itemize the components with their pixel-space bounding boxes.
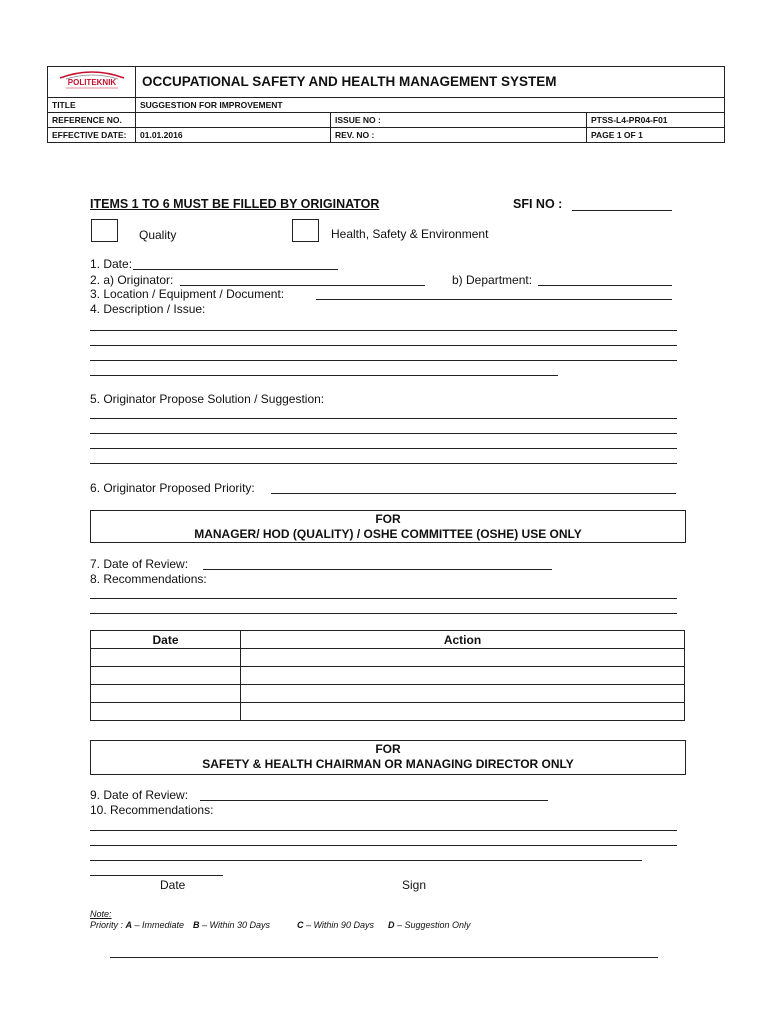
item-9-date-review-label: 9. Date of Review: [90, 788, 189, 802]
effective-date-label: EFFECTIVE DATE: [48, 128, 136, 143]
page-number: PAGE 1 OF 1 [587, 128, 725, 143]
manager-banner-title: MANAGER/ HOD (QUALITY) / OSHE COMMITTEE (OSHE) USE ONLY [194, 527, 582, 541]
solution-line[interactable] [90, 433, 677, 434]
hse-label: Health, Safety & Environment [331, 227, 489, 241]
action-cell[interactable] [241, 703, 685, 721]
manager-banner-for: FOR [375, 512, 401, 526]
description-line[interactable] [90, 360, 677, 361]
date-column-header: Date [91, 631, 241, 649]
note-title: Note: [90, 909, 112, 919]
location-input-line[interactable] [316, 299, 672, 300]
system-title: OCCUPATIONAL SAFETY AND HEALTH MANAGEMENT SYSTEM [136, 67, 725, 98]
action-cell[interactable] [241, 685, 685, 703]
date-cell[interactable] [91, 703, 241, 721]
originator-heading: ITEMS 1 TO 6 MUST BE FILLED BY ORIGINATOR [90, 197, 380, 211]
quality-label: Quality [139, 228, 177, 242]
chairman-recommendation-line[interactable] [90, 830, 677, 831]
manager-use-banner [90, 510, 686, 543]
solution-line[interactable] [90, 418, 677, 419]
item-3-location-label: 3. Location / Equipment / Document: [90, 287, 285, 301]
solution-line[interactable] [90, 448, 677, 449]
action-table [90, 630, 685, 721]
action-column-header: Action [241, 631, 685, 649]
item-8-recommendations-label: 8. Recommendations: [90, 572, 207, 586]
description-line[interactable] [90, 345, 677, 346]
item-6-priority-label: 6. Originator Proposed Priority: [90, 481, 255, 495]
chairman-banner-for: FOR [375, 742, 401, 756]
priority-c-text: – Within 90 Days [303, 920, 374, 930]
item-5-solution-label: 5. Originator Propose Solution / Suggestion: [90, 392, 325, 406]
priority-input-line[interactable] [271, 493, 676, 494]
action-cell[interactable] [241, 649, 685, 667]
document-header [47, 66, 725, 143]
reference-value [136, 113, 331, 128]
issue-no-label: ISSUE NO : [331, 113, 587, 128]
department-input-line[interactable] [538, 285, 672, 286]
item-2a-originator-label: 2. a) Originator: [90, 273, 174, 287]
priority-d-code: D [387, 920, 395, 930]
sign-caption: Sign [402, 878, 427, 892]
date-cell[interactable] [91, 667, 241, 685]
hse-checkbox[interactable] [292, 219, 319, 242]
originator-input-line[interactable] [180, 285, 425, 286]
item-1-date-label: 1. Date: [90, 257, 133, 271]
action-table-header [91, 631, 685, 649]
rev-no-label: REV. NO : [331, 128, 587, 143]
sfi-input-line[interactable] [572, 210, 672, 211]
description-line[interactable] [90, 375, 558, 376]
date-cell[interactable] [91, 685, 241, 703]
logo-cell [48, 67, 136, 98]
sfi-label: SFI NO : [513, 197, 563, 211]
description-line[interactable] [90, 330, 677, 331]
item-7-date-review-label: 7. Date of Review: [90, 557, 189, 571]
priority-b-text: – Within 30 Days [199, 920, 270, 930]
chairman-review-date-line[interactable] [200, 800, 548, 801]
date-caption: Date [160, 878, 186, 892]
item-10-recommendations-label: 10. Recommendations: [90, 803, 214, 817]
table-row [91, 649, 685, 667]
priority-legend-prefix: Priority : [90, 920, 126, 930]
action-cell[interactable] [241, 667, 685, 685]
item-4-description-label: 4. Description / Issue: [90, 302, 206, 316]
priority-c-code: C [297, 920, 304, 930]
recommendation-line[interactable] [90, 598, 677, 599]
title-label: TITLE [48, 98, 136, 113]
priority-d-text: – Suggestion Only [394, 920, 471, 930]
chairman-banner-title: SAFETY & HEALTH CHAIRMAN OR MANAGING DIRECTOR ONLY [202, 757, 574, 771]
title-value: SUGGESTION FOR IMPROVEMENT [136, 98, 725, 113]
priority-a-text: – Immediate [132, 920, 185, 930]
recommendation-line[interactable] [90, 613, 677, 614]
chairman-recommendation-line[interactable] [90, 845, 677, 846]
chairman-use-banner [90, 740, 686, 775]
effective-date-value: 01.01.2016 [136, 128, 331, 143]
priority-legend [90, 920, 471, 931]
table-row [91, 667, 685, 685]
footer-rule [110, 957, 658, 958]
quality-checkbox[interactable] [91, 219, 118, 242]
table-row [91, 703, 685, 721]
form-code: PTSS-L4-PR04-F01 [587, 113, 725, 128]
date-input-line[interactable] [133, 269, 338, 270]
chairman-recommendation-line[interactable] [90, 860, 642, 861]
date-signature-line[interactable] [90, 875, 223, 876]
solution-line[interactable] [90, 463, 677, 464]
reference-label: REFERENCE NO. [48, 113, 136, 128]
politeknik-logo [52, 68, 132, 92]
date-cell[interactable] [91, 649, 241, 667]
logo-text: POLITEKNIK [67, 78, 116, 87]
review-date-input-line[interactable] [203, 569, 552, 570]
item-2b-department-label: b) Department: [452, 273, 533, 287]
table-row [91, 685, 685, 703]
priority-b-code: B [193, 920, 200, 930]
priority-a-code: A [125, 920, 133, 930]
